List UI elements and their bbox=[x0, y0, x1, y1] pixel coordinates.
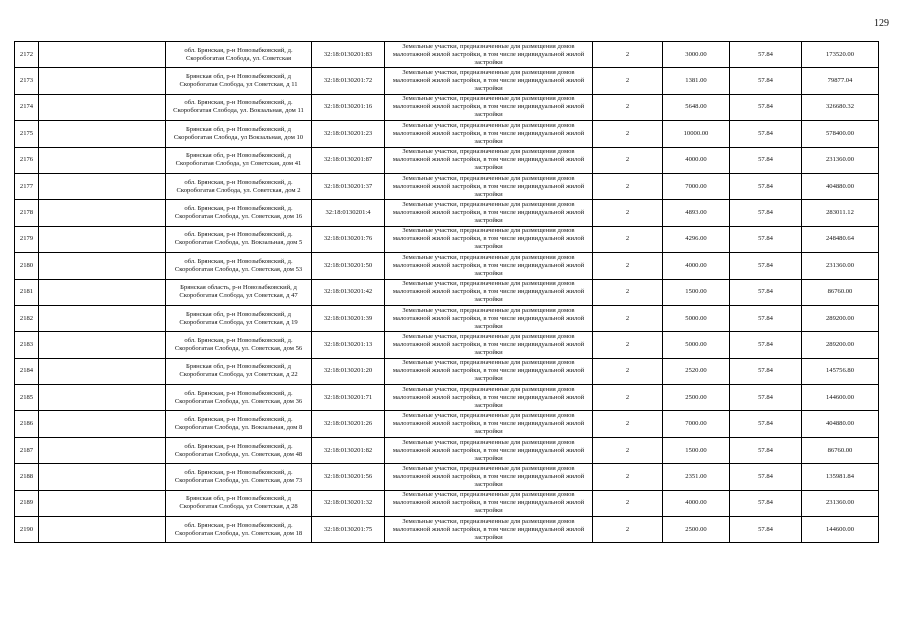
table-row bbox=[15, 464, 879, 490]
land-use-cell: Земельные участки, предназначенные для размещения домов малоэтажной жилой застройки, в том числе индивидуальной жилой застройки bbox=[385, 173, 593, 199]
land-use-cell: Земельные участки, предназначенные для размещения домов малоэтажной жилой застройки, в том числе индивидуальной жилой застройки bbox=[385, 226, 593, 252]
cadastral-number-cell: 32:18:0130201:50 bbox=[312, 253, 385, 279]
area-cell: 5000.00 bbox=[663, 305, 730, 331]
land-use-cell: Земельные участки, предназначенные для размещения домов малоэтажной жилой застройки, в том числе индивидуальной жилой застройки bbox=[385, 253, 593, 279]
land-use-cell: Земельные участки, предназначенные для размещения домов малоэтажной жилой застройки, в том числе индивидуальной жилой застройки bbox=[385, 411, 593, 437]
area-cell: 4893.00 bbox=[663, 200, 730, 226]
address-cell: обл. Брянская, р-н Новозыбковский, д. Скоробогатая Слобода, ул. Советская, дом 48 bbox=[166, 437, 312, 463]
address-cell: обл. Брянская, р-н Новозыбковский, д. Скоробогатая Слобода, ул. Советская, дом 56 bbox=[166, 332, 312, 358]
row-number-cell: 2173 bbox=[15, 68, 39, 94]
row-number-cell: 2180 bbox=[15, 253, 39, 279]
cadastral-number-cell: 32:18:0130201:20 bbox=[312, 358, 385, 384]
cadastral-number-cell: 32:18:0130201:82 bbox=[312, 437, 385, 463]
area-cell: 4000.00 bbox=[663, 147, 730, 173]
cadastral-value-cell: 283011.12 bbox=[802, 200, 879, 226]
table-row bbox=[15, 437, 879, 463]
land-use-cell: Земельные участки, предназначенные для размещения домов малоэтажной жилой застройки, в том числе индивидуальной жилой застройки bbox=[385, 121, 593, 147]
cadastral-number-cell: 32:18:0130201:76 bbox=[312, 226, 385, 252]
cadastral-value-cell: 231360.00 bbox=[802, 490, 879, 516]
land-use-cell: Земельные участки, предназначенные для размещения домов малоэтажной жилой застройки, в том числе индивидуальной жилой застройки bbox=[385, 490, 593, 516]
category-cell: 2 bbox=[593, 147, 663, 173]
area-cell: 2500.00 bbox=[663, 385, 730, 411]
empty-cell bbox=[39, 437, 166, 463]
table-row bbox=[15, 279, 879, 305]
category-cell: 2 bbox=[593, 94, 663, 120]
rate-cell: 57.84 bbox=[730, 332, 802, 358]
address-cell: Брянская обл, р-н Новозыбковский, д Скоробогатая Слобода, ул Советская, д 22 bbox=[166, 358, 312, 384]
area-cell: 5648.00 bbox=[663, 94, 730, 120]
cadastral-number-cell: 32:18:0130201:13 bbox=[312, 332, 385, 358]
address-cell: обл. Брянская, р-н Новозыбковский, д. Скоробогатая Слобода, ул. Вокзальная, дом 11 bbox=[166, 94, 312, 120]
row-number-cell: 2182 bbox=[15, 305, 39, 331]
empty-cell bbox=[39, 411, 166, 437]
land-use-cell: Земельные участки, предназначенные для размещения домов малоэтажной жилой застройки, в том числе индивидуальной жилой застройки bbox=[385, 332, 593, 358]
rate-cell: 57.84 bbox=[730, 121, 802, 147]
empty-cell bbox=[39, 147, 166, 173]
cadastral-value-cell: 173520.00 bbox=[802, 42, 879, 68]
rate-cell: 57.84 bbox=[730, 200, 802, 226]
row-number-cell: 2187 bbox=[15, 437, 39, 463]
row-number-cell: 2188 bbox=[15, 464, 39, 490]
rate-cell: 57.84 bbox=[730, 94, 802, 120]
row-number-cell: 2172 bbox=[15, 42, 39, 68]
rate-cell: 57.84 bbox=[730, 358, 802, 384]
category-cell: 2 bbox=[593, 68, 663, 94]
address-cell: обл. Брянская, р-н Новозыбковский, д. Скоробогатая Слобода, ул. Советская, дом 18 bbox=[166, 517, 312, 543]
row-number-cell: 2183 bbox=[15, 332, 39, 358]
rate-cell: 57.84 bbox=[730, 226, 802, 252]
row-number-cell: 2190 bbox=[15, 517, 39, 543]
cadastral-number-cell: 32:18:0130201:4 bbox=[312, 200, 385, 226]
category-cell: 2 bbox=[593, 42, 663, 68]
table-row bbox=[15, 121, 879, 147]
cadastral-value-cell: 144600.00 bbox=[802, 385, 879, 411]
rate-cell: 57.84 bbox=[730, 68, 802, 94]
table-row bbox=[15, 253, 879, 279]
cadastral-value-cell: 404880.00 bbox=[802, 411, 879, 437]
cadastral-number-cell: 32:18:0130201:75 bbox=[312, 517, 385, 543]
row-number-cell: 2175 bbox=[15, 121, 39, 147]
address-cell: обл. Брянская, р-н Новозыбковский, д. Скоробогатая Слобода, ул. Советская, дом 2 bbox=[166, 173, 312, 199]
category-cell: 2 bbox=[593, 279, 663, 305]
row-number-cell: 2178 bbox=[15, 200, 39, 226]
cadastral-value-cell: 289200.00 bbox=[802, 332, 879, 358]
category-cell: 2 bbox=[593, 411, 663, 437]
cadastral-number-cell: 32:18:0130201:42 bbox=[312, 279, 385, 305]
land-use-cell: Земельные участки, предназначенные для размещения домов малоэтажной жилой застройки, в том числе индивидуальной жилой застройки bbox=[385, 358, 593, 384]
table-row bbox=[15, 68, 879, 94]
area-cell: 1381.00 bbox=[663, 68, 730, 94]
table-row bbox=[15, 200, 879, 226]
row-number-cell: 2184 bbox=[15, 358, 39, 384]
row-number-cell: 2185 bbox=[15, 385, 39, 411]
cadastral-number-cell: 32:18:0130201:26 bbox=[312, 411, 385, 437]
empty-cell bbox=[39, 490, 166, 516]
cadastral-number-cell: 32:18:0130201:39 bbox=[312, 305, 385, 331]
cadastral-number-cell: 32:18:0130201:16 bbox=[312, 94, 385, 120]
land-use-cell: Земельные участки, предназначенные для размещения домов малоэтажной жилой застройки, в том числе индивидуальной жилой застройки bbox=[385, 42, 593, 68]
category-cell: 2 bbox=[593, 173, 663, 199]
land-use-cell: Земельные участки, предназначенные для размещения домов малоэтажной жилой застройки, в том числе индивидуальной жилой застройки bbox=[385, 147, 593, 173]
category-cell: 2 bbox=[593, 490, 663, 516]
row-number-cell: 2174 bbox=[15, 94, 39, 120]
cadastral-value-cell: 248480.64 bbox=[802, 226, 879, 252]
category-cell: 2 bbox=[593, 358, 663, 384]
address-cell: Брянская обл, р-н Новозыбковский, д Скоробогатая Слобода, ул Советская, д 11 bbox=[166, 68, 312, 94]
area-cell: 7000.00 bbox=[663, 411, 730, 437]
empty-cell bbox=[39, 332, 166, 358]
category-cell: 2 bbox=[593, 437, 663, 463]
cadastral-value-cell: 145756.80 bbox=[802, 358, 879, 384]
empty-cell bbox=[39, 173, 166, 199]
table-body bbox=[15, 42, 879, 543]
land-use-cell: Земельные участки, предназначенные для размещения домов малоэтажной жилой застройки, в том числе индивидуальной жилой застройки bbox=[385, 385, 593, 411]
cadastral-number-cell: 32:18:0130201:37 bbox=[312, 173, 385, 199]
address-cell: обл. Брянская, р-н Новозыбковский, д. Скоробогатая Слобода, ул. Советская, дом 53 bbox=[166, 253, 312, 279]
cadastral-number-cell: 32:18:0130201:23 bbox=[312, 121, 385, 147]
table-row bbox=[15, 490, 879, 516]
empty-cell bbox=[39, 42, 166, 68]
table-row bbox=[15, 305, 879, 331]
empty-cell bbox=[39, 517, 166, 543]
row-number-cell: 2181 bbox=[15, 279, 39, 305]
area-cell: 1500.00 bbox=[663, 279, 730, 305]
address-cell: Брянская обл, р-н Новозыбковский, д Скоробогатая Слобода, ул Советская, д 19 bbox=[166, 305, 312, 331]
area-cell: 2520.00 bbox=[663, 358, 730, 384]
category-cell: 2 bbox=[593, 226, 663, 252]
row-number-cell: 2186 bbox=[15, 411, 39, 437]
land-use-cell: Земельные участки, предназначенные для размещения домов малоэтажной жилой застройки, в том числе индивидуальной жилой застройки bbox=[385, 437, 593, 463]
row-number-cell: 2189 bbox=[15, 490, 39, 516]
address-cell: обл. Брянская, р-н Новозыбковский, д. Скоробогатая Слобода, ул. Вокзальная, дом 8 bbox=[166, 411, 312, 437]
cadastral-value-table bbox=[14, 41, 879, 543]
category-cell: 2 bbox=[593, 253, 663, 279]
cadastral-number-cell: 32:18:0130201:32 bbox=[312, 490, 385, 516]
land-use-cell: Земельные участки, предназначенные для размещения домов малоэтажной жилой застройки, в том числе индивидуальной жилой застройки bbox=[385, 517, 593, 543]
category-cell: 2 bbox=[593, 464, 663, 490]
category-cell: 2 bbox=[593, 517, 663, 543]
table-row bbox=[15, 147, 879, 173]
address-cell: обл. Брянская, р-н Новозыбковский, д. Скоробогатая Слобода, ул. Советская, дом 73 bbox=[166, 464, 312, 490]
category-cell: 2 bbox=[593, 121, 663, 147]
rate-cell: 57.84 bbox=[730, 411, 802, 437]
table-row bbox=[15, 411, 879, 437]
rate-cell: 57.84 bbox=[730, 464, 802, 490]
rate-cell: 57.84 bbox=[730, 437, 802, 463]
cadastral-value-cell: 404880.00 bbox=[802, 173, 879, 199]
address-cell: Брянская обл, р-н Новозыбковский, д Скоробогатая Слобода, ул Советская, д 28 bbox=[166, 490, 312, 516]
address-cell: обл. Брянская, р-н Новозыбковский, д. Скоробогатая Слобода, ул. Вокзальная, дом 5 bbox=[166, 226, 312, 252]
land-use-cell: Земельные участки, предназначенные для размещения домов малоэтажной жилой застройки, в том числе индивидуальной жилой застройки bbox=[385, 305, 593, 331]
rate-cell: 57.84 bbox=[730, 147, 802, 173]
empty-cell bbox=[39, 385, 166, 411]
land-use-cell: Земельные участки, предназначенные для размещения домов малоэтажной жилой застройки, в том числе индивидуальной жилой застройки bbox=[385, 464, 593, 490]
cadastral-number-cell: 32:18:0130201:83 bbox=[312, 42, 385, 68]
empty-cell bbox=[39, 121, 166, 147]
table-row bbox=[15, 94, 879, 120]
cadastral-value-cell: 86760.00 bbox=[802, 279, 879, 305]
empty-cell bbox=[39, 94, 166, 120]
land-use-cell: Земельные участки, предназначенные для размещения домов малоэтажной жилой застройки, в том числе индивидуальной жилой застройки bbox=[385, 94, 593, 120]
cadastral-value-cell: 231360.00 bbox=[802, 253, 879, 279]
row-number-cell: 2179 bbox=[15, 226, 39, 252]
address-cell: обл. Брянская, р-н Новозыбковский, д. Скоробогатая Слобода, ул. Советская bbox=[166, 42, 312, 68]
land-use-cell: Земельные участки, предназначенные для размещения домов малоэтажной жилой застройки, в том числе индивидуальной жилой застройки bbox=[385, 68, 593, 94]
land-use-cell: Земельные участки, предназначенные для размещения домов малоэтажной жилой застройки, в том числе индивидуальной жилой застройки bbox=[385, 200, 593, 226]
empty-cell bbox=[39, 253, 166, 279]
cadastral-number-cell: 32:18:0130201:87 bbox=[312, 147, 385, 173]
empty-cell bbox=[39, 358, 166, 384]
area-cell: 7000.00 bbox=[663, 173, 730, 199]
address-cell: обл. Брянская, р-н Новозыбковский, д. Скоробогатая Слобода, ул. Советская, дом 16 bbox=[166, 200, 312, 226]
empty-cell bbox=[39, 200, 166, 226]
area-cell: 10000.00 bbox=[663, 121, 730, 147]
row-number-cell: 2176 bbox=[15, 147, 39, 173]
table-row bbox=[15, 358, 879, 384]
area-cell: 4000.00 bbox=[663, 490, 730, 516]
cadastral-number-cell: 32:18:0130201:56 bbox=[312, 464, 385, 490]
area-cell: 4296.00 bbox=[663, 226, 730, 252]
empty-cell bbox=[39, 68, 166, 94]
cadastral-value-cell: 578400.00 bbox=[802, 121, 879, 147]
table-row bbox=[15, 173, 879, 199]
cadastral-value-cell: 79877.04 bbox=[802, 68, 879, 94]
address-cell: Брянская область, р-н Новозыбковский, д Скоробогатая Слобода, ул Советская, д 47 bbox=[166, 279, 312, 305]
area-cell: 4000.00 bbox=[663, 253, 730, 279]
empty-cell bbox=[39, 305, 166, 331]
address-cell: Брянская обл, р-н Новозыбковский, д Скоробогатая Слобода, ул Вокзальная, дом 10 bbox=[166, 121, 312, 147]
rate-cell: 57.84 bbox=[730, 385, 802, 411]
area-cell: 3000.00 bbox=[663, 42, 730, 68]
table-row bbox=[15, 226, 879, 252]
rate-cell: 57.84 bbox=[730, 490, 802, 516]
rate-cell: 57.84 bbox=[730, 253, 802, 279]
area-cell: 2351.00 bbox=[663, 464, 730, 490]
area-cell: 2500.00 bbox=[663, 517, 730, 543]
cadastral-value-cell: 231360.00 bbox=[802, 147, 879, 173]
land-use-cell: Земельные участки, предназначенные для размещения домов малоэтажной жилой застройки, в том числе индивидуальной жилой застройки bbox=[385, 279, 593, 305]
row-number-cell: 2177 bbox=[15, 173, 39, 199]
rate-cell: 57.84 bbox=[730, 517, 802, 543]
cadastral-number-cell: 32:18:0130201:71 bbox=[312, 385, 385, 411]
empty-cell bbox=[39, 464, 166, 490]
cadastral-number-cell: 32:18:0130201:72 bbox=[312, 68, 385, 94]
rate-cell: 57.84 bbox=[730, 279, 802, 305]
cadastral-value-cell: 144600.00 bbox=[802, 517, 879, 543]
rate-cell: 57.84 bbox=[730, 305, 802, 331]
empty-cell bbox=[39, 279, 166, 305]
table-row bbox=[15, 517, 879, 543]
table-row bbox=[15, 42, 879, 68]
area-cell: 1500.00 bbox=[663, 437, 730, 463]
category-cell: 2 bbox=[593, 332, 663, 358]
table-row bbox=[15, 332, 879, 358]
category-cell: 2 bbox=[593, 305, 663, 331]
address-cell: обл. Брянская, р-н Новозыбковский, д. Скоробогатая Слобода, ул. Советская, дом 36 bbox=[166, 385, 312, 411]
cadastral-value-cell: 135981.84 bbox=[802, 464, 879, 490]
cadastral-value-cell: 289200.00 bbox=[802, 305, 879, 331]
category-cell: 2 bbox=[593, 385, 663, 411]
rate-cell: 57.84 bbox=[730, 173, 802, 199]
empty-cell bbox=[39, 226, 166, 252]
table-row bbox=[15, 385, 879, 411]
page-number: 129 bbox=[874, 18, 889, 29]
address-cell: Брянская обл, р-н Новозыбковский, д Скоробогатая Слобода, ул Советская, дом 41 bbox=[166, 147, 312, 173]
cadastral-value-cell: 326680.32 bbox=[802, 94, 879, 120]
rate-cell: 57.84 bbox=[730, 42, 802, 68]
area-cell: 5000.00 bbox=[663, 332, 730, 358]
category-cell: 2 bbox=[593, 200, 663, 226]
cadastral-value-cell: 86760.00 bbox=[802, 437, 879, 463]
